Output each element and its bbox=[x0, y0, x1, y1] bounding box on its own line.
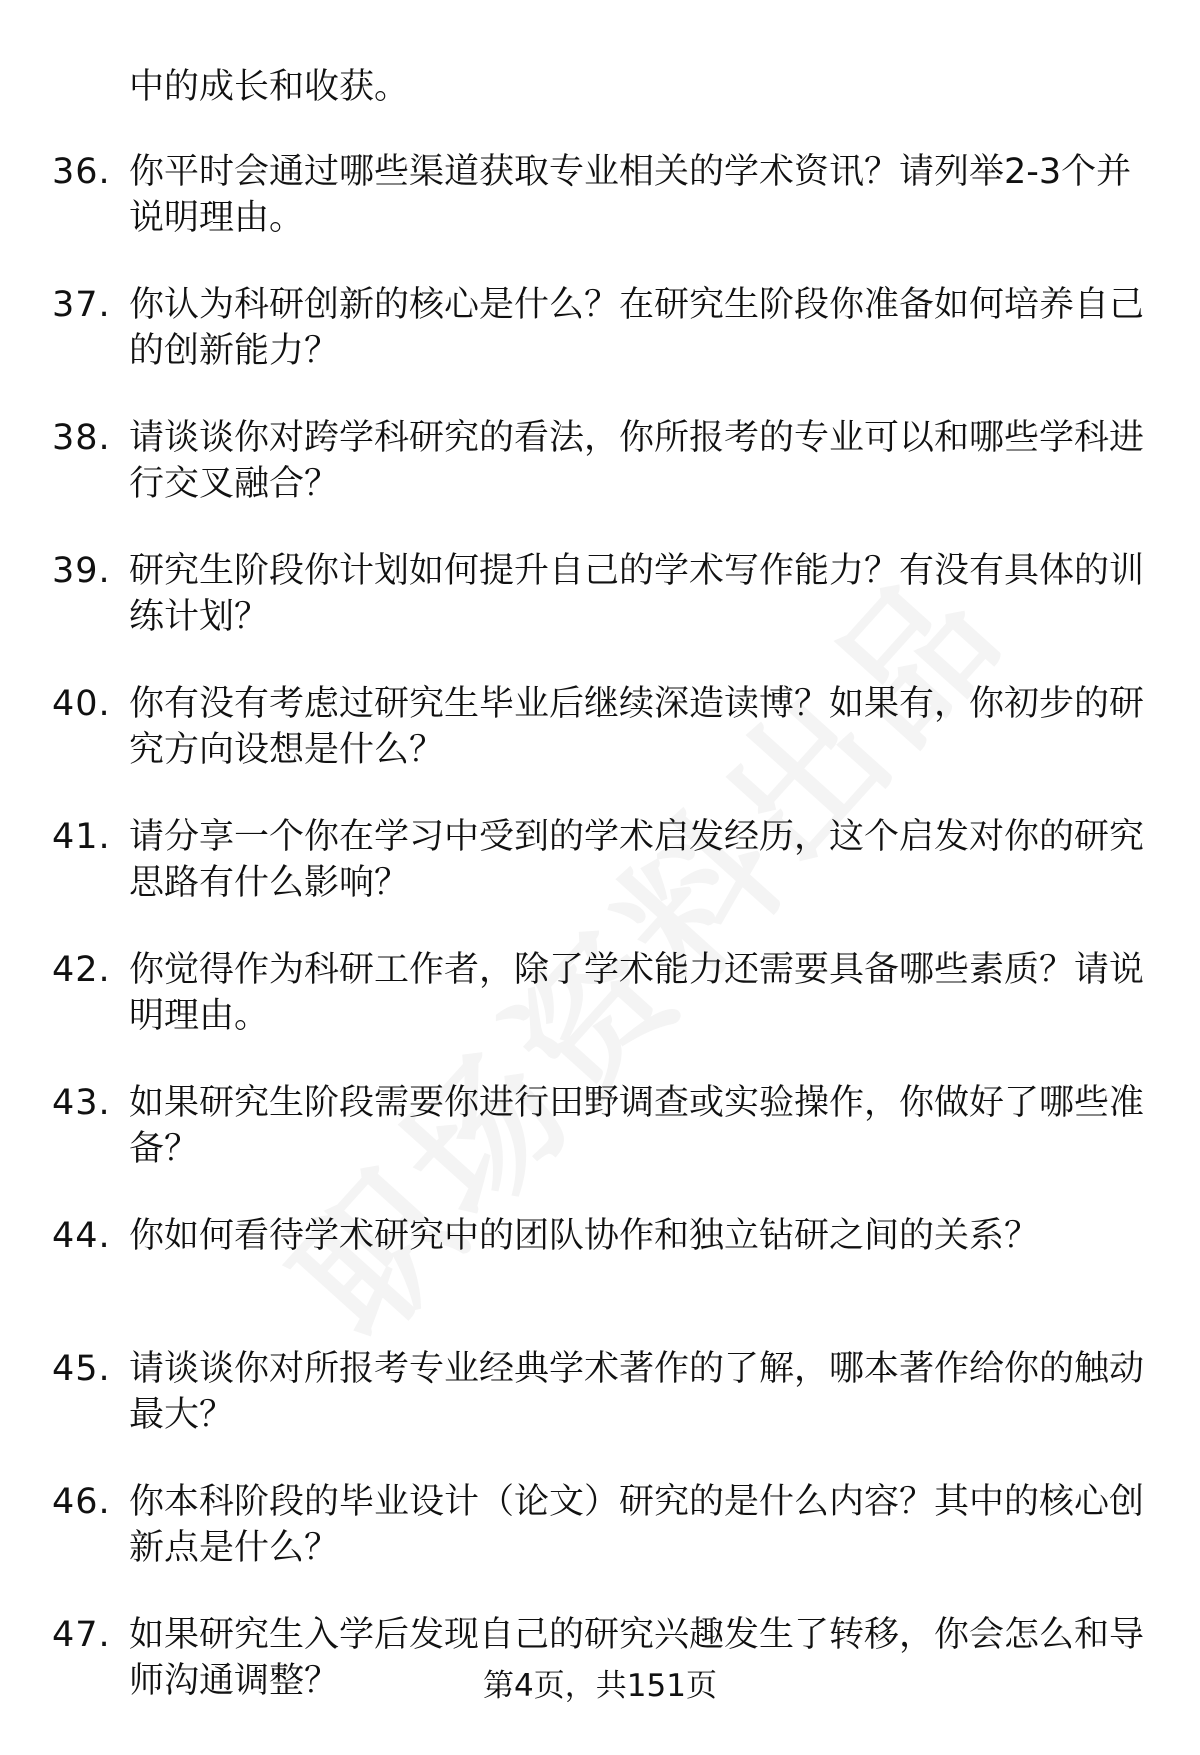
question-number: 39. bbox=[52, 551, 111, 591]
question-text: 请分享一个你在学习中受到的学术启发经历，这个启发对你的研究思路有什么影响？ bbox=[129, 817, 1145, 903]
question-item bbox=[0, 947, 1200, 1080]
question-number: 41. bbox=[52, 817, 111, 857]
question-number: 45. bbox=[52, 1349, 111, 1389]
question-number: 38. bbox=[52, 418, 111, 458]
question-item bbox=[0, 1213, 1200, 1346]
question-number: 43. bbox=[52, 1083, 111, 1123]
question-text: 如果研究生阶段需要你进行田野调查或实验操作，你做好了哪些准备？ bbox=[129, 1083, 1145, 1169]
continuation-text: 中的成长和收获。 bbox=[129, 67, 410, 107]
question-text: 研究生阶段你计划如何提升自己的学术写作能力？有没有具体的训练计划？ bbox=[129, 551, 1145, 637]
question-number: 37. bbox=[52, 285, 111, 325]
question-text: 请谈谈你对所报考专业经典学术著作的了解，哪本著作给你的触动最大？ bbox=[129, 1349, 1145, 1435]
question-number: 47. bbox=[52, 1615, 111, 1655]
question-number: 46. bbox=[52, 1482, 111, 1522]
question-text: 你如何看待学术研究中的团队协作和独立钻研之间的关系？ bbox=[129, 1216, 1040, 1256]
question-item bbox=[0, 814, 1200, 947]
question-item bbox=[0, 415, 1200, 548]
question-text: 如果研究生入学后发现自己的研究兴趣发生了转移，你会怎么和导师沟通调整？ bbox=[129, 1615, 1145, 1701]
question-text: 请谈谈你对跨学科研究的看法，你所报考的专业可以和哪些学科进行交叉融合？ bbox=[129, 418, 1145, 504]
question-number: 42. bbox=[52, 950, 111, 990]
question-text: 你平时会通过哪些渠道获取专业相关的学术资讯？请列举2-3个并说明理由。 bbox=[129, 152, 1132, 238]
question-item bbox=[0, 1346, 1200, 1479]
question-item bbox=[0, 681, 1200, 814]
question-number: 36. bbox=[52, 152, 111, 192]
question-text: 你认为科研创新的核心是什么？在研究生阶段你准备如何培养自己的创新能力？ bbox=[129, 285, 1145, 371]
question-item bbox=[0, 282, 1200, 415]
question-item bbox=[0, 149, 1200, 282]
question-number: 40. bbox=[52, 684, 111, 724]
question-text: 你觉得作为科研工作者，除了学术能力还需要具备哪些素质？请说明理由。 bbox=[129, 950, 1145, 1036]
question-item bbox=[0, 548, 1200, 681]
question-text: 你本科阶段的毕业设计（论文）研究的是什么内容？其中的核心创新点是什么？ bbox=[129, 1482, 1145, 1568]
question-list bbox=[0, 149, 1200, 1745]
question-item bbox=[0, 1479, 1200, 1612]
question-number: 44. bbox=[52, 1216, 111, 1256]
question-text: 你有没有考虑过研究生毕业后继续深造读博？如果有，你初步的研究方向设想是什么？ bbox=[129, 684, 1145, 770]
page-footer: 第4页，共151页 bbox=[483, 1668, 717, 1704]
question-item bbox=[0, 1080, 1200, 1213]
